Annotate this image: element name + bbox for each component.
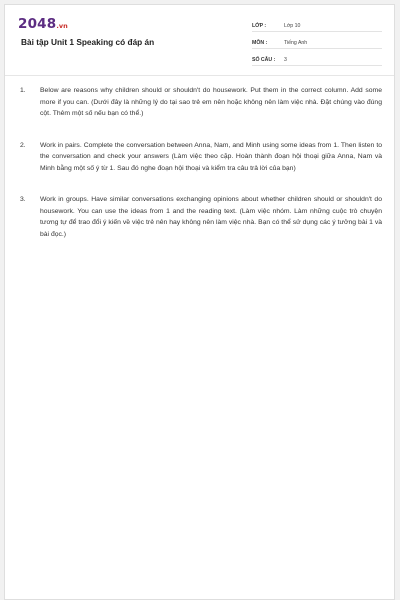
meta-row-question-count — [252, 49, 382, 66]
question-text: Below are reasons why children should or shouldn't do housework. Put them in the correct column. Add some more if you can. (Dưới đây là những lý do tại sao trẻ em nên hoặc không nên làm việc nhà. Đặt chúng vào đúng cột. Thêm một số nếu bạn có thể.) — [40, 87, 382, 117]
document-header — [5, 5, 394, 75]
question-text: Work in groups. Have similar conversations exchanging opinions about whether children should or shouldn't do housework. You can use the ideas from 1 and the reading text. (Làm việc nhóm. Làm những cuộc trò chuyện tương tự để trao đổi ý kiến về việc trẻ nên hay không nên làm việc nhà. Bạn có thể sử dụng các ý tưởng bài 1 và bài đọc.) — [40, 196, 382, 238]
meta-value: 3 — [284, 57, 287, 63]
meta-label: MÔN : — [252, 40, 268, 46]
meta-label: LỚP : — [252, 23, 267, 29]
document-page — [4, 4, 395, 600]
header-divider — [5, 75, 394, 76]
site-logo[interactable] — [18, 16, 68, 32]
question-number: 3. — [20, 196, 26, 203]
logo-text: 2048 — [18, 16, 57, 32]
document-title: Bài tập Unit 1 Speaking có đáp án — [21, 37, 155, 47]
logo-suffix: .vn — [56, 22, 68, 30]
meta-row-subject — [252, 32, 382, 49]
question-text: Work in pairs. Complete the conversation between Anna, Nam, and Minh using some ideas from 1. Then listen to the conversation and check your answers (Làm việc theo cặp. Hoàn thành đoạn hội thoại giữa Anna, Nam và Minh bằng một số ý từ 1. Sau đó nghe đoạn hội thoại và kiểm tra câu trả lời của bạn) — [40, 141, 382, 172]
meta-table — [252, 15, 382, 66]
question-number: 2. — [20, 141, 26, 149]
question-item — [20, 194, 382, 240]
meta-row-class — [252, 15, 382, 32]
meta-value: Tiếng Anh — [284, 40, 308, 46]
question-list — [20, 85, 382, 260]
question-number: 1. — [20, 87, 26, 94]
meta-value: Lớp 10 — [284, 23, 301, 29]
question-item — [20, 140, 382, 175]
meta-label: SỐ CÂU : — [252, 57, 276, 63]
question-item — [20, 85, 382, 120]
